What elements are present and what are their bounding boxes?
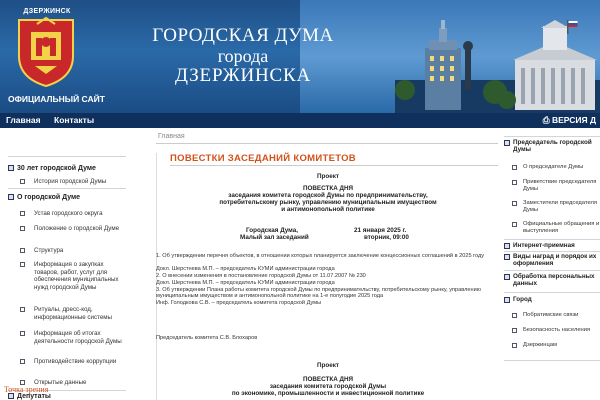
doc1-agenda-title: ПОВЕСТКА ДНЯ <box>302 185 354 192</box>
square-bullet-icon <box>20 359 25 364</box>
square-bullet-icon <box>504 297 510 303</box>
accessibility-version-link[interactable] <box>543 115 596 126</box>
sidebar-item-label: Устав городского округа <box>34 210 103 217</box>
sidebar-item-label: Информация о закупках товаров, работ, услуг для обеспечения муниципальных нужд городской Думы <box>34 261 119 291</box>
sidebar-divider <box>8 188 126 189</box>
nav-home-link[interactable]: Главная <box>6 115 41 125</box>
square-bullet-icon <box>512 313 517 318</box>
square-bullet-icon <box>512 343 517 348</box>
sidebar-divider <box>504 360 600 361</box>
sidebar-section-label: Виды наград и порядок их оформления <box>513 253 597 267</box>
doc1-item1-speaker: Докл. Шерстнева М.П. – председатель КУМИ администрации города <box>156 266 335 272</box>
site-header <box>0 0 600 113</box>
sidebar-item-label: Побратимские связи <box>523 312 579 318</box>
sidebar-item-results[interactable] <box>20 330 126 345</box>
square-bullet-icon <box>8 194 14 200</box>
city-hall-image <box>395 20 600 113</box>
sidebar-section-personal-data[interactable] <box>504 273 600 287</box>
sidebar-item-label: Ритуалы, дресс-код, информационные системы <box>34 306 112 321</box>
official-site-label: ОФИЦИАЛЬНЫЙ САЙТ <box>8 94 105 104</box>
sidebar-item-structure[interactable] <box>20 247 126 255</box>
doc1-hall: Малый зал заседаний <box>240 234 309 241</box>
site-title-line2: города <box>217 46 269 66</box>
sidebar-item-label: Положение о городской Думе <box>34 225 120 232</box>
sidebar-item-twin-cities[interactable] <box>512 312 600 319</box>
doc1-project: Проект <box>317 173 339 180</box>
breadcrumb-divider <box>156 143 498 144</box>
doc1-item1: 1. Об утверждении перечня объектов, в отношении которых планируется заключение концессионных соглашений в 2025 году <box>156 253 485 259</box>
square-bullet-icon <box>512 222 517 227</box>
sidebar-item-greeting[interactable] <box>512 179 600 193</box>
sidebar-item-history[interactable] <box>20 178 126 186</box>
doc2-heading-line2: по экономике, промышленности и инвестиционной политике <box>231 390 425 397</box>
site-title-line1: ГОРОДСКАЯ ДУМА <box>152 25 334 46</box>
nav-contacts-link[interactable]: Контакты <box>54 115 95 125</box>
doc1-heading-line2: потребительскому рынку, управлению муниципальным имуществом <box>219 199 437 206</box>
doc1-chair: Председатель комитета С.В. Блохаров <box>156 335 258 341</box>
right-sidebar <box>500 128 600 400</box>
doc1-place: Городская Дума, <box>246 227 299 234</box>
sidebar-item-charter[interactable] <box>20 210 126 218</box>
sidebar-item-deputy-chairmen[interactable] <box>512 200 600 214</box>
sidebar-item-about-chairman[interactable] <box>512 164 600 171</box>
sidebar-section-30-years[interactable] <box>8 165 126 172</box>
doc1-item3-speaker: Инф. Голодкова С.В. – председатель комитета городской Думы <box>156 300 322 306</box>
doc1-heading-line3: и антимонопольной политике <box>281 206 375 213</box>
doc1-date: 21 января 2025 г. <box>354 227 407 234</box>
square-bullet-icon <box>20 226 25 231</box>
sidebar-item-label: О председателе Думы <box>523 164 584 170</box>
doc1-heading-line1: заседания комитета городской Думы по предпринимательству, <box>228 192 428 199</box>
sidebar-item-label: Приветствие председателя Думы <box>523 179 597 192</box>
square-bullet-icon <box>20 262 25 267</box>
square-bullet-icon <box>20 248 25 253</box>
main-content <box>128 128 500 400</box>
sidebar-item-label: История городской Думы <box>34 178 107 185</box>
accessibility-version-label: ВЕРСИЯ Д <box>551 115 596 125</box>
sidebar-item-label: Противодействие коррупции <box>34 358 117 365</box>
page-title: ПОВЕСТКИ ЗАСЕДАНИЙ КОМИТЕТОВ <box>170 153 356 164</box>
sidebar-section-awards[interactable] <box>504 253 600 267</box>
square-bullet-icon <box>504 274 510 280</box>
left-sidebar <box>0 128 128 400</box>
sidebar-item-residents[interactable] <box>512 342 600 349</box>
sidebar-item-anticorruption[interactable] <box>20 358 126 366</box>
emblem-city-name: ДЗЕРЖИНСК <box>23 8 71 15</box>
printer-icon: ⎙ <box>542 115 550 125</box>
square-bullet-icon <box>20 179 25 184</box>
doc2-project: Проект <box>317 362 339 369</box>
sidebar-item-label: Безопасность населения <box>523 327 591 333</box>
doc1-time: вторник, 09:00 <box>364 234 409 241</box>
sidebar-divider <box>504 251 600 252</box>
sidebar-section-label: Председатель городской Думы <box>513 139 592 153</box>
doc2-heading-line1: заседания комитета городской Думы <box>269 383 387 390</box>
doc2-agenda-title: ПОВЕСТКА ДНЯ <box>302 376 354 383</box>
square-bullet-icon <box>20 307 25 312</box>
square-bullet-icon <box>20 211 25 216</box>
sidebar-item-rituals[interactable] <box>20 306 126 321</box>
sidebar-item-regulation[interactable] <box>20 225 126 233</box>
square-bullet-icon <box>8 165 14 171</box>
square-bullet-icon <box>512 328 517 333</box>
square-bullet-icon <box>512 180 517 185</box>
sidebar-section-label: О городской Думе <box>17 194 81 201</box>
sidebar-item-speeches[interactable] <box>512 221 600 235</box>
sidebar-item-label: Открытые данные <box>34 379 87 386</box>
top-nav <box>0 113 600 128</box>
doc1-item2-speaker: Докл. Шерстнева М.П. – председатель КУМИ администрации города <box>156 280 335 286</box>
sidebar-section-label: Обработка персональных данных <box>513 273 595 287</box>
sidebar-item-label: Структура <box>34 247 64 254</box>
sidebar-section-city[interactable] <box>504 296 600 303</box>
square-bullet-icon <box>504 243 510 249</box>
sidebar-section-chairman[interactable] <box>504 139 600 153</box>
sidebar-divider <box>504 292 600 293</box>
square-bullet-icon <box>504 140 510 146</box>
sidebar-item-label: Дзержинцам <box>523 342 558 348</box>
sidebar-section-label: Интернет-приемная <box>513 242 575 249</box>
doc1-item2: 2. О внесении изменения в постановление городской Думы от 11.07.2007 № 230 <box>156 273 366 279</box>
square-bullet-icon <box>504 254 510 260</box>
city-emblem-icon[interactable] <box>15 8 77 88</box>
square-bullet-icon <box>20 331 25 336</box>
sidebar-divider <box>504 136 600 137</box>
sidebar-section-label: Депутаты <box>17 393 51 400</box>
breadcrumb[interactable]: Главная <box>158 133 185 140</box>
square-bullet-icon <box>512 165 517 170</box>
sidebar-section-internet-reception[interactable] <box>504 242 600 249</box>
title-underline <box>170 165 498 166</box>
square-bullet-icon <box>512 201 517 206</box>
sidebar-divider <box>504 270 600 271</box>
sidebar-item-label: Информация об итогах деятельности городской Думы <box>34 330 122 345</box>
sidebar-section-deputies[interactable] <box>8 393 126 400</box>
site-title-line3: ДЗЕРЖИНСКА <box>175 65 311 86</box>
sidebar-section-label: 30 лет городской Думе <box>17 165 96 172</box>
sidebar-item-safety[interactable] <box>512 327 600 334</box>
site-title[interactable] <box>148 26 338 86</box>
sidebar-section-about-duma[interactable] <box>8 194 126 201</box>
sidebar-item-label: Заместители председателя Думы <box>523 200 598 213</box>
sidebar-item-label: Официальные обращения и выступления <box>523 221 600 234</box>
viewpoint-heading: Точка зрения <box>4 385 49 394</box>
sidebar-section-label: Город <box>513 296 532 303</box>
sidebar-item-procurement[interactable] <box>20 261 126 291</box>
doc1-item3: 3. Об утверждении Плана работы комитета городской Думы по предпринимательству, потребительскому рынку, управлению муниципальным имуществом и антимонопольной политике на 1-е полугодие 2025 года <box>156 287 481 300</box>
sidebar-divider <box>504 239 600 240</box>
sidebar-divider <box>8 156 126 157</box>
